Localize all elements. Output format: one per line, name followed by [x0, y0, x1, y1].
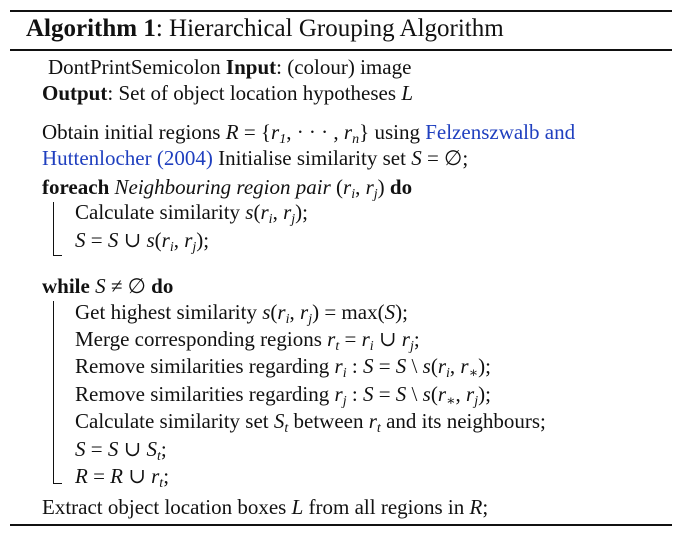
output-line [42, 80, 413, 106]
while-block-bar [53, 301, 54, 484]
input-text: : (colour) image [276, 55, 412, 79]
remove-ri-text: Remove similarities regarding [75, 354, 330, 378]
neighbours-text: and its neighbours; [386, 409, 546, 433]
input-label: Input [225, 55, 277, 79]
while-block-tick [53, 483, 62, 484]
title-rule [10, 49, 672, 51]
using-text: using [374, 120, 420, 144]
merge-regions-text: Merge corresponding regions [75, 327, 322, 351]
while-do: do [151, 274, 174, 298]
foreach-line: foreach Neighbouring region pair ($r_i$, $r_j$) do [42, 175, 413, 202]
foreach-block-bar [53, 202, 54, 256]
while-keyword: while [42, 274, 90, 298]
bottom-rule [10, 524, 672, 526]
algorithm-name: : Hierarchical Grouping Algorithm [155, 15, 504, 42]
remove-rj-text: Remove similarities regarding [75, 382, 330, 406]
while-body-6: S = S ∪ $S_t$; [75, 437, 167, 464]
init-similarity-text: Initialise similarity set [218, 146, 406, 170]
foreach-do: do [389, 175, 413, 199]
while-body-3: Remove similarities regarding $r_i$ : S = S \ $s(r_i$, $r_∗$); [75, 354, 491, 381]
algorithm-title [26, 12, 504, 46]
input-line [48, 54, 411, 80]
output-text: : Set of object location hypotheses [107, 81, 397, 105]
while-body-1: Get highest similarity $s(r_i$, $r_j) = \max(S)$; [75, 300, 408, 327]
final-line: Extract object location boxes L from all regions in R; [42, 495, 489, 519]
while-body-2: Merge corresponding regions $r_t = r_i$ ∪ $r_j$; [75, 327, 420, 354]
while-body-5: Calculate similarity set $S_t$ between $r_t$ and its neighbours; [75, 409, 546, 436]
between-text: between [293, 409, 364, 433]
init-line-2: Huttenlocher (2004) Initialise similarity set S = ∅; [42, 146, 469, 170]
foreach-keyword: foreach [42, 175, 110, 199]
foreach-block-tick [53, 255, 62, 256]
from-regions-text: from all regions in [308, 495, 465, 519]
calc-similarity-text: Calculate similarity [75, 200, 241, 224]
while-body-4: Remove similarities regarding $r_j$ : S = S \ $s(r_∗$, $r_j$); [75, 382, 491, 409]
calc-set-text: Calculate similarity set [75, 409, 269, 433]
foreach-condition: Neighbouring region pair [114, 175, 331, 199]
algorithm-label: Algorithm 1 [26, 15, 156, 42]
highest-similarity-text: Get highest similarity [75, 300, 257, 324]
foreach-body-2: S = S ∪ $s(r_i$, $r_j$); [75, 228, 210, 255]
init-line-1: Obtain initial regions $R = \{r_1$, · · · , $r_n$} using Felzenszwalb and [42, 120, 576, 147]
output-var: L [401, 81, 413, 105]
output-label: Output [42, 81, 108, 105]
dont-print-text: DontPrintSemicolon [48, 55, 221, 79]
while-body-7: R = R ∪ $r_t$; [75, 464, 170, 491]
citation-link-2[interactable]: Huttenlocher (2004) [42, 146, 213, 170]
init-text: Obtain initial regions [42, 120, 221, 144]
citation-link-1[interactable]: Felzenszwalb and [425, 120, 576, 144]
extract-text: Extract object location boxes [42, 495, 287, 519]
foreach-body-1: Calculate similarity $s(r_i$, $r_j$); [75, 200, 308, 227]
while-line: while S ≠ ∅ do [42, 274, 174, 298]
